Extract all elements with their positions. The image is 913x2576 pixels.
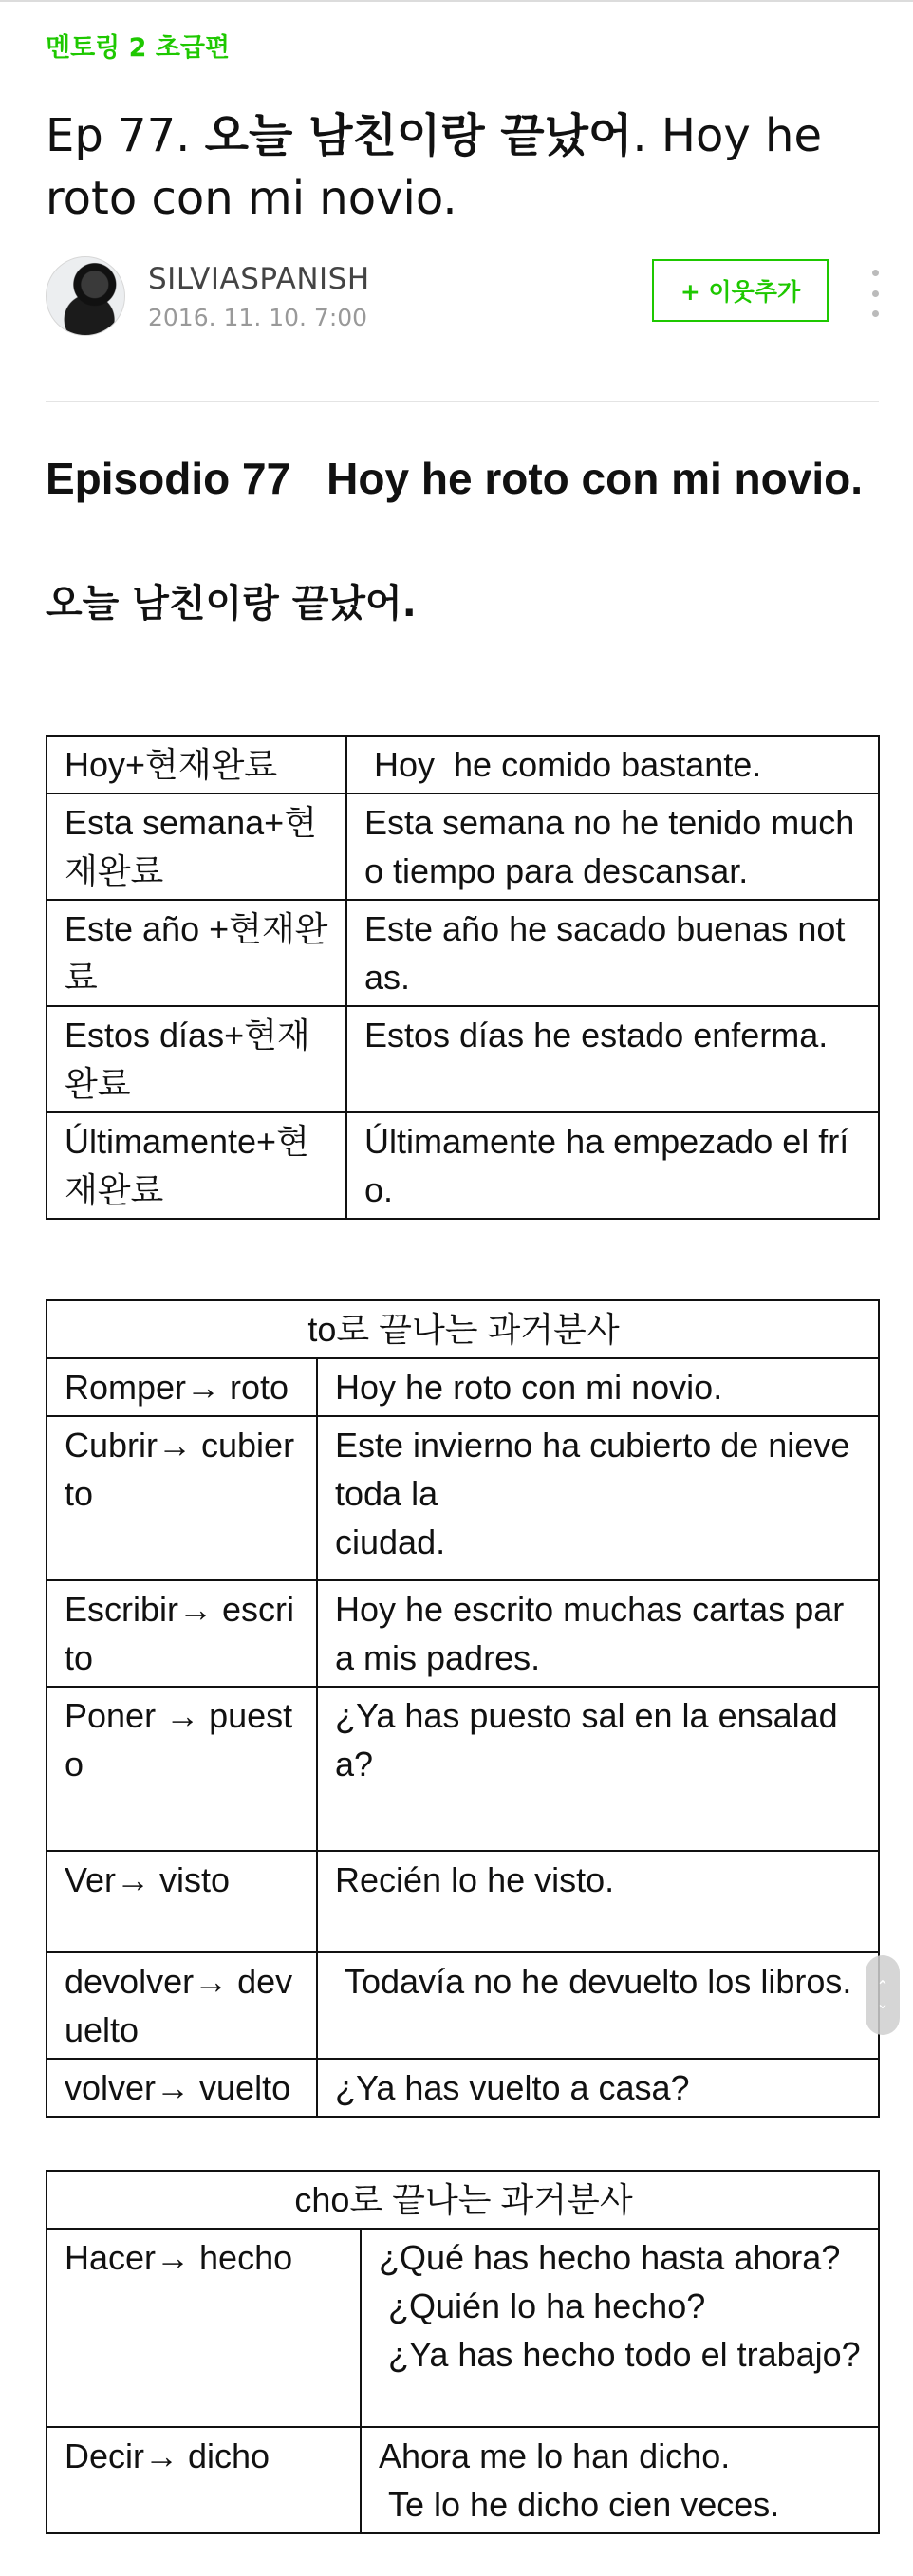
table-cell-term: Hacer→ hecho [47, 2229, 361, 2427]
table-row [47, 1851, 879, 1952]
table-cell-term: Cubrir→ cubierto [47, 1416, 317, 1580]
cho-participle-table [46, 2170, 880, 2534]
table-cell-term: Últimamente+현재완료 [47, 1112, 346, 1219]
chevron-down-icon: ⌄ [876, 1994, 889, 2012]
table-cell-example: Este año he sacado buenas notas. [346, 900, 879, 1006]
to-participle-table [46, 1299, 880, 2118]
table-row [47, 793, 879, 900]
table-row [47, 900, 879, 1006]
table-cell-example: Recién lo he visto. [317, 1851, 879, 1952]
table-cell-example: Hoy he roto con mi novio. [317, 1358, 879, 1416]
table-cell-term: Romper→ roto [47, 1358, 317, 1416]
table-row [47, 1580, 879, 1687]
dot [872, 270, 879, 276]
table-cell-term: Escribir→ escrito [47, 1580, 317, 1687]
top-divider [0, 0, 913, 2]
table-row [47, 2229, 879, 2427]
table-row [47, 1416, 879, 1580]
episode-subtitle: 오늘 남친이랑 끝났어. [46, 582, 417, 625]
follow-button[interactable]: + 이웃추가 [652, 259, 829, 322]
table-cell-term: devolver→ devuelto [47, 1952, 317, 2059]
table-cell-example: ¿Qué has hecho hasta ahora? ¿Quién lo ha hecho? ¿Ya has hecho todo el trabajo? [361, 2229, 879, 2427]
table-row [47, 2427, 879, 2533]
table-header: to로 끝나는 과거분사 [47, 1300, 879, 1358]
table-row [47, 736, 879, 793]
scroll-handle-icon[interactable] [866, 1955, 900, 2035]
table-cell-example: Esta semana no he tenido mucho tiempo para descansar. [346, 793, 879, 900]
table-cell-term: Esta semana+현재완료 [47, 793, 346, 900]
table-header-row [47, 2171, 879, 2229]
post-date: 2016. 11. 10. 7:00 [148, 304, 368, 331]
episode-title: Episodio 77 Hoy he roto con mi novio. [46, 454, 863, 503]
category-link[interactable]: 멘토링 2 초급편 [46, 33, 231, 63]
table-cell-example: Ahora me lo han dicho. Te lo he dicho cien veces. [361, 2427, 879, 2533]
table-cell-example: Hoy he comido bastante. [346, 736, 879, 793]
table-row [47, 1687, 879, 1851]
table-header-row [47, 1300, 879, 1358]
table-cell-term: Poner → puesto [47, 1687, 317, 1851]
table-row [47, 1006, 879, 1112]
table-cell-example: Últimamente ha empezado el frío. [346, 1112, 879, 1219]
author-name[interactable]: SILVIASPANISH [148, 262, 370, 296]
table-row [47, 1358, 879, 1416]
table-cell-example: Hoy he escrito muchas cartas para mis padres. [317, 1580, 879, 1687]
table-cell-term: Decir→ dicho [47, 2427, 361, 2533]
table-cell-example: Estos días he estado enferma. [346, 1006, 879, 1112]
table-cell-term: Hoy+현재완료 [47, 736, 346, 793]
header-divider [46, 401, 879, 402]
table-cell-term: Este año +현재완료 [47, 900, 346, 1006]
dot [872, 290, 879, 297]
table-header: cho로 끝나는 과거분사 [47, 2171, 879, 2229]
avatar[interactable] [46, 256, 125, 336]
table-cell-example: Este invierno ha cubierto de nieve toda la ciudad. [317, 1416, 879, 1580]
chevron-up-icon: ⌃ [876, 1977, 889, 1995]
table-cell-example: ¿Ya has puesto sal en la ensalada? [317, 1687, 879, 1851]
table-cell-term: Estos días+현재완료 [47, 1006, 346, 1112]
present-perfect-table [46, 735, 880, 1220]
table-row [47, 1952, 879, 2059]
table-cell-term: volver→ vuelto [47, 2059, 317, 2117]
more-vertical-icon[interactable] [866, 270, 885, 317]
table-row [47, 2059, 879, 2117]
table-cell-term: Ver→ visto [47, 1851, 317, 1952]
table-cell-example: Todavía no he devuelto los libros. [317, 1952, 879, 2059]
table-cell-example: ¿Ya has vuelto a casa? [317, 2059, 879, 2117]
post-title: Ep 77. 오늘 남친이랑 끝났어. Hoy he roto con mi novio. [46, 109, 822, 226]
dot [872, 310, 879, 317]
table-row [47, 1112, 879, 1219]
